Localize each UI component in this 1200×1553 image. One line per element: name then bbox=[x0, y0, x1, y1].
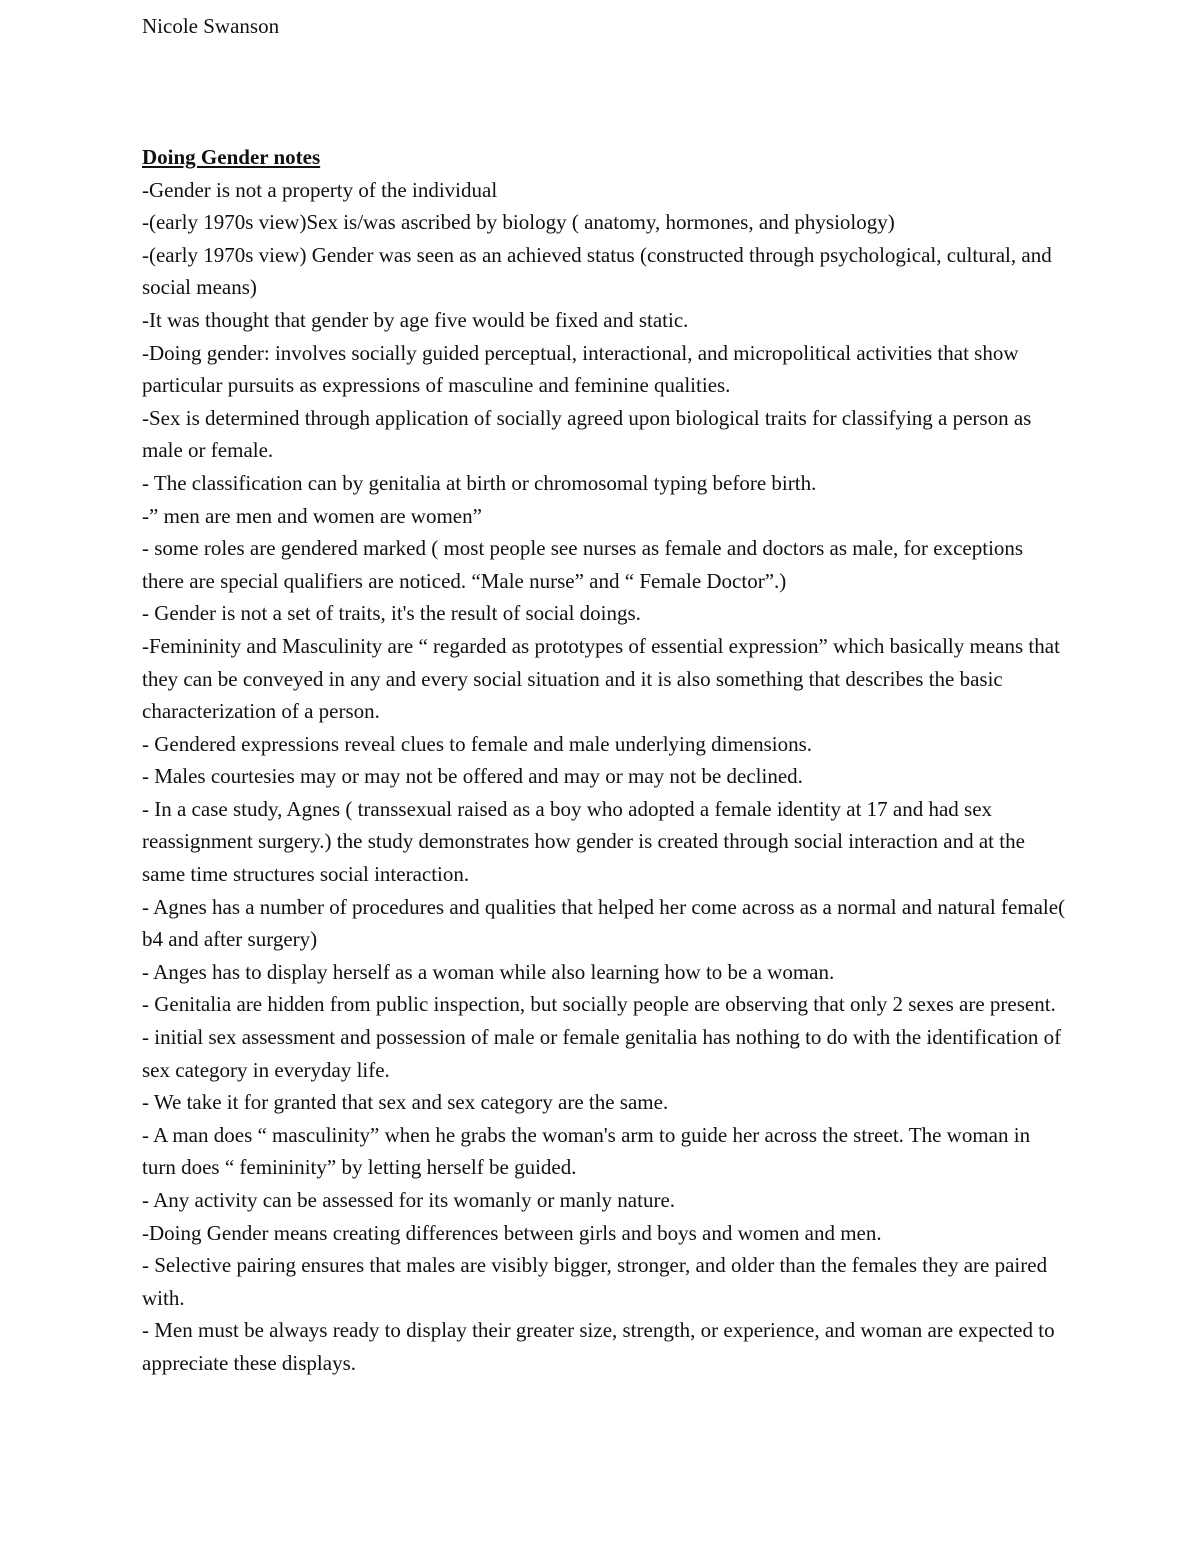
note-item: - In a case study, Agnes ( transsexual raised as a boy who adopted a female identity at 17 and had sex reassignment surgery.) the study demonstrates how gender is created through social interaction and at the same time structures social interaction. bbox=[142, 796, 1025, 887]
note-item: - initial sex assessment and possession of male or female genitalia has nothing to do with the identification of sex category in everyday life. bbox=[142, 1025, 1062, 1082]
notes-section bbox=[142, 141, 1067, 1380]
author-name: Nicole Swanson bbox=[142, 14, 280, 38]
note-item: -Sex is determined through application of socially agreed upon biological traits for classifying a person as male or female. bbox=[142, 405, 1032, 463]
note-item: -” men are men and women are women” bbox=[142, 503, 482, 528]
note-item: - Selective pairing ensures that males are visibly bigger, stronger, and older than the females they are paired with. bbox=[142, 1253, 1048, 1310]
note-item: - We take it for granted that sex and sex category are the same. bbox=[142, 1090, 669, 1115]
note-item: -Doing gender: involves socially guided perceptual, interactional, and micropolitical activities that show particular pursuits as expressions of masculine and feminine qualities. bbox=[142, 340, 1019, 398]
note-item: -Femininity and Masculinity are “ regarded as prototypes of essential expression” which basically means that they can be conveyed in any and every social situation and it is also something that describes the basic characterization of a person. bbox=[142, 633, 1060, 724]
notes-list bbox=[142, 174, 1067, 1380]
note-item: -(early 1970s view) Gender was seen as an achieved status (constructed through psychological, cultural, and social means) bbox=[142, 242, 1052, 300]
note-item: -Doing Gender means creating differences between girls and boys and women and men. bbox=[142, 1220, 882, 1245]
note-item: - Any activity can be assessed for its womanly or manly nature. bbox=[142, 1188, 676, 1212]
note-item: -Gender is not a property of the individual bbox=[142, 177, 498, 202]
note-item: - Males courtesies may or may not be offered and may or may not be declined. bbox=[142, 764, 803, 789]
document-title: Doing Gender notes bbox=[142, 145, 321, 169]
note-item: - some roles are gendered marked ( most people see nurses as female and doctors as male, for exceptions there are special qualifiers are noticed. “Male nurse” and “ Female Doctor”.) bbox=[142, 536, 1024, 593]
note-item: - Anges has to display herself as a woman while also learning how to be a woman. bbox=[142, 959, 835, 984]
note-item: - Genitalia are hidden from public inspection, but socially people are observing that only 2 sexes are present. bbox=[142, 992, 1056, 1017]
note-item: - Agnes has a number of procedures and qualities that helped her come across as a normal and natural female( b4 and after surgery) bbox=[142, 894, 1066, 952]
note-item: - The classification can by genitalia at birth or chromosomal typing before birth. bbox=[142, 470, 817, 495]
note-item: -(early 1970s view)Sex is/was ascribed by biology ( anatomy, hormones, and physiology) bbox=[142, 210, 895, 235]
note-item: - Gendered expressions reveal clues to female and male underlying dimensions. bbox=[142, 731, 813, 756]
note-item: - Men must be always ready to display their greater size, strength, or experience, and woman are expected to appreciate these displays. bbox=[142, 1318, 1055, 1375]
note-item: - Gender is not a set of traits, it's the result of social doings. bbox=[142, 601, 641, 626]
note-item: -It was thought that gender by age five would be fixed and static. bbox=[142, 307, 689, 332]
note-item: - A man does “ masculinity” when he grabs the woman's arm to guide her across the street. The woman in turn does “ femininity” by letting herself be guided. bbox=[142, 1122, 1031, 1180]
